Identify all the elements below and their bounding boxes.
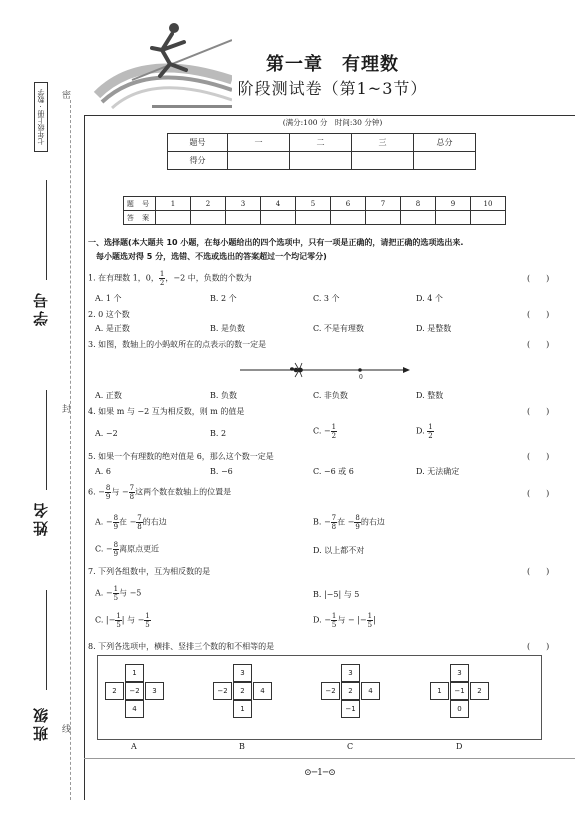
answer-cell[interactable]: [471, 211, 506, 225]
q5-option-a[interactable]: A. 6: [95, 467, 111, 476]
answer-paren[interactable]: ( ): [527, 274, 550, 283]
cross-cell-right: 2: [470, 682, 489, 700]
question-number: 5: [296, 197, 331, 211]
cross-label-d[interactable]: D: [456, 742, 463, 751]
cross-cell-center: 2: [233, 682, 252, 700]
test-subtitle: 阶段测试卷（第1~3节）: [237, 79, 428, 98]
score-table: [167, 133, 476, 170]
cross-cell-center: −1: [450, 682, 469, 700]
seal-char-xian: 线: [62, 725, 72, 735]
q2-option-d[interactable]: D. 是整数: [416, 324, 452, 333]
cross-cell-top: 3: [341, 664, 360, 682]
question-6-stem: 6. − $\frac{8}{9}$ 与 − $\frac{7}{8}$ 这两个数在数轴上的位置是: [88, 484, 232, 501]
cross-cell-center: 2: [341, 682, 360, 700]
question-number: 1: [156, 197, 191, 211]
footer-line: [84, 758, 575, 759]
q5-option-d[interactable]: D. 无法确定: [416, 467, 460, 476]
section-instructions: [88, 236, 568, 264]
q5-option-c[interactable]: C. −6 或 6: [313, 467, 354, 476]
student-id-label: 学号: [32, 290, 50, 326]
cross-cell-right: 3: [145, 682, 164, 700]
student-id-line: [46, 180, 47, 280]
cross-cell-center: −2: [125, 682, 144, 700]
cross-figure-d: [430, 664, 490, 730]
cross-cell-left: 1: [430, 682, 449, 700]
cross-cell-top: 1: [125, 664, 144, 682]
question-number: 7: [366, 197, 401, 211]
answer-cell[interactable]: [401, 211, 436, 225]
q1-option-a[interactable]: A. 1 个: [95, 294, 122, 303]
q7-option-c[interactable]: C. |− $\frac{1}{5}$ | 与 − $\frac{1}{5}$: [95, 612, 150, 629]
q1-option-d[interactable]: D. 4 个: [416, 294, 443, 303]
cross-figure-b: [213, 664, 273, 730]
answer-cell[interactable]: [296, 211, 331, 225]
name-line: [46, 390, 47, 490]
cross-label-c[interactable]: C: [347, 742, 354, 751]
question-4-stem: 4. 如果 m 与 −2 互为相反数，则 m 的值是: [88, 407, 245, 416]
q3-option-b[interactable]: B. 负数: [210, 391, 237, 400]
cut-line: [70, 100, 71, 800]
answer-paren[interactable]: ( ): [527, 642, 550, 651]
score-cell[interactable]: [414, 152, 476, 170]
question-7-stem: 7. 下列各组数中，互为相反数的是: [88, 567, 211, 576]
cross-cell-left: −2: [321, 682, 340, 700]
cross-cell-top: 3: [233, 664, 252, 682]
answer-cell[interactable]: [331, 211, 366, 225]
cross-cell-bottom: 1: [233, 700, 252, 718]
q3-option-d[interactable]: D. 整数: [416, 391, 444, 400]
question-number: 10: [471, 197, 506, 211]
cross-cell-top: 3: [450, 664, 469, 682]
q3-option-c[interactable]: C. 非负数: [313, 391, 348, 400]
cross-label-b[interactable]: B: [239, 742, 245, 751]
cross-figure-c: [321, 664, 381, 730]
question-5-stem: 5. 如果一个有理数的绝对值是 6，那么这个数一定是: [88, 452, 274, 461]
answer-paren[interactable]: ( ): [527, 489, 550, 498]
exam-meta: (满分:100 分 时间:30 分钟): [282, 118, 383, 127]
cross-cell-left: −2: [213, 682, 232, 700]
q3-option-a[interactable]: A. 正数: [95, 391, 122, 400]
q2-option-c[interactable]: C. 不是有理数: [313, 324, 364, 333]
score-cell[interactable]: [290, 152, 352, 170]
question-1-stem: 1. 在有理数 1，0， $\frac{1}{2}$ ，−2 中，负数的个数为: [88, 270, 252, 287]
score-cell[interactable]: [352, 152, 414, 170]
answer-cell[interactable]: [366, 211, 401, 225]
question-3-stem: 3. 如图，数轴上的小蚂蚁所在的点表示的数一定是: [88, 340, 267, 349]
cross-cell-bottom: 4: [125, 700, 144, 718]
q7-option-b[interactable]: B. |−5| 与 5: [313, 590, 360, 599]
answer-cell[interactable]: [436, 211, 471, 225]
question-number: 6: [331, 197, 366, 211]
question-number: 2: [191, 197, 226, 211]
score-header-cell: 一: [228, 134, 290, 152]
q4-option-b[interactable]: B. 2: [210, 429, 227, 438]
answer-paren[interactable]: ( ): [527, 452, 550, 461]
class-line: [46, 590, 47, 690]
q6-option-a[interactable]: A. − $\frac{8}{9}$ 在 − $\frac{7}{8}$ 的右边: [95, 514, 167, 531]
section-line-1: 一、选择题(本大题共 10 小题，在每小题给出的四个选项中，只有一项是正确的，请把正确的选项选出来.: [88, 238, 464, 247]
answer-row-label: 答 案: [124, 211, 156, 225]
ant-icon: [290, 363, 302, 377]
grade-label: 七年级上册 · 数学: [34, 82, 48, 152]
cross-figure-a: [105, 664, 165, 730]
answer-paren[interactable]: ( ): [527, 407, 550, 416]
q7-option-d[interactable]: D. − $\frac{1}{5}$ 与 − |− $\frac{1}{5}$ |: [313, 612, 376, 629]
cross-cell-right: 4: [253, 682, 272, 700]
number-line-zero: 0: [359, 374, 363, 381]
answer-cell[interactable]: [226, 211, 261, 225]
answer-paren[interactable]: ( ): [527, 310, 550, 319]
q6-option-d[interactable]: D. 以上都不对: [313, 546, 365, 555]
cross-cell-left: 2: [105, 682, 124, 700]
q6-option-b[interactable]: B. − $\frac{7}{8}$ 在 − $\frac{8}{9}$ 的右边: [313, 514, 385, 531]
cross-cell-bottom: 0: [450, 700, 469, 718]
q1-option-c[interactable]: C. 3 个: [313, 294, 340, 303]
answer-cell[interactable]: [156, 211, 191, 225]
section-line-2: 每小题选对得 5 分，选错、不选或选出的答案超过一个均记零分): [96, 252, 327, 261]
question-number: 4: [261, 197, 296, 211]
q2-option-b[interactable]: B. 是负数: [210, 324, 245, 333]
seal-char-feng: 封: [62, 405, 72, 415]
question-8-stem: 8. 下列各选项中，横排、竖排三个数的和不相等的是: [88, 642, 275, 651]
question-number: 9: [436, 197, 471, 211]
q1-option-b[interactable]: B. 2 个: [210, 294, 237, 303]
score-header-cell: 题号: [168, 134, 228, 152]
answer-table: [123, 196, 506, 225]
score-header-cell: 二: [290, 134, 352, 152]
q6-option-c[interactable]: C. − $\frac{8}{9}$ 离原点更近: [95, 541, 160, 558]
q2-option-a[interactable]: A. 是正数: [95, 324, 130, 333]
q7-option-a[interactable]: A. − $\frac{1}{5}$ 与 −5: [95, 585, 142, 602]
answer-paren[interactable]: ( ): [527, 567, 550, 576]
cross-cell-right: 4: [361, 682, 380, 700]
class-label: 班级: [32, 705, 50, 741]
name-label: 姓名: [32, 500, 50, 536]
page-number: ⊙─1─⊙: [304, 768, 336, 778]
question-number: 3: [226, 197, 261, 211]
answer-cell[interactable]: [191, 211, 226, 225]
cross-label-a[interactable]: A: [131, 742, 137, 751]
score-row-label: 得分: [168, 152, 228, 170]
q5-option-b[interactable]: B. −6: [210, 467, 233, 476]
question-2-stem: 2. 0 这个数: [88, 310, 130, 319]
number-line-figure: [240, 362, 410, 380]
score-header-cell: 总分: [414, 134, 476, 152]
q4-option-d[interactable]: D. $\frac{1}{2}$: [416, 423, 433, 440]
answer-row-label: 题 号: [124, 197, 156, 211]
score-header-cell: 三: [352, 134, 414, 152]
q4-option-c[interactable]: C. − $\frac{1}{2}$: [313, 423, 337, 440]
chapter-title: 第一章 有理数: [266, 54, 399, 75]
answer-paren[interactable]: ( ): [527, 340, 550, 349]
question-number: 8: [401, 197, 436, 211]
cross-cell-bottom: −1: [341, 700, 360, 718]
answer-cell[interactable]: [261, 211, 296, 225]
score-cell[interactable]: [228, 152, 290, 170]
seal-char-mi: 密: [62, 91, 72, 101]
q4-option-a[interactable]: A. −2: [95, 429, 118, 438]
